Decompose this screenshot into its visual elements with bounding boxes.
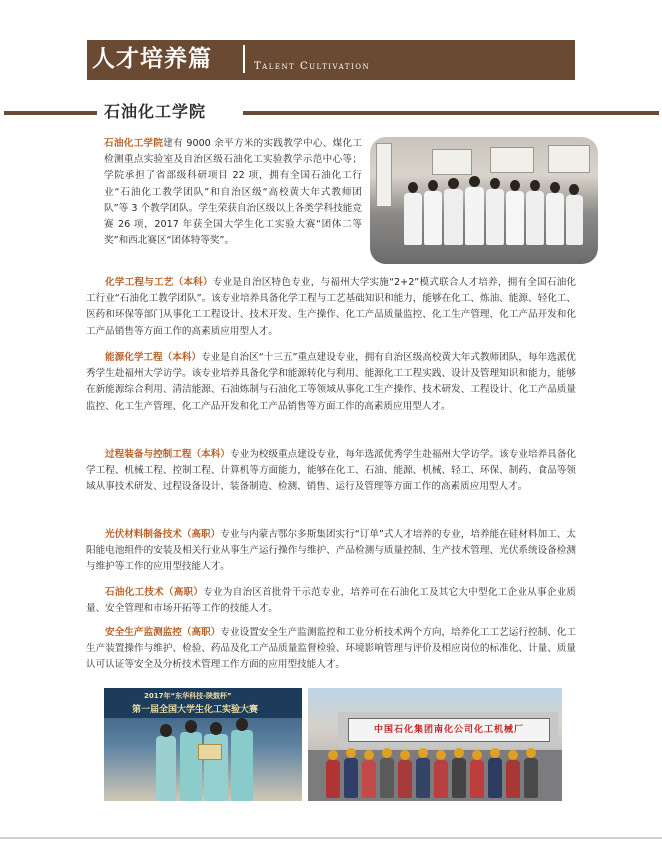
program-name: 安全生产监测监控（高职） — [105, 627, 221, 638]
program-name: 石油化工技术（高职） — [105, 587, 204, 598]
award-certificate — [198, 744, 222, 760]
footer-line — [0, 837, 662, 839]
person — [424, 191, 442, 245]
person — [566, 195, 583, 245]
hard-hat — [346, 748, 356, 758]
person — [380, 758, 394, 798]
program-paragraph — [86, 625, 576, 674]
hard-hat — [490, 748, 500, 758]
person — [416, 758, 430, 798]
hard-hat — [364, 750, 374, 760]
faculty-group-photo — [370, 137, 598, 264]
head — [550, 182, 560, 193]
program-paragraph — [86, 275, 576, 340]
program-paragraph — [86, 527, 576, 576]
program-text: 专业与内蒙古鄂尔多斯集团实行“订单”式人才培养的专业，培养能在硅材料加工、太阳能电池组件的安装及相关行业从事生产运行操作与维护、产品检测与质量控制、生产技术管理、光伏系统设备检测与维护等工作的应用型技能人才。 — [86, 529, 576, 573]
person — [546, 193, 564, 245]
wall-plaque — [548, 145, 590, 173]
plant-sign: 中国石化集团南化公司化工机械厂 — [348, 718, 550, 742]
section-title: 石油化工学院 — [104, 102, 207, 121]
competition-banner-main: 第一届全国大学生化工实验大赛 — [132, 705, 259, 715]
person — [452, 758, 466, 798]
head — [236, 718, 248, 731]
page-title: 人才培养篇 — [92, 46, 212, 72]
hard-hat — [382, 748, 392, 758]
hard-hat — [436, 750, 446, 760]
hard-hat — [418, 748, 428, 758]
program-paragraph — [86, 447, 576, 496]
hard-hat — [472, 750, 482, 760]
program-name: 能源化学工程（本科） — [105, 352, 202, 363]
program-name: 过程装备与控制工程（本科） — [105, 449, 230, 460]
head — [210, 722, 222, 735]
program-name: 化学工程与工艺（本科） — [105, 277, 213, 288]
person — [506, 760, 520, 798]
intro-paragraph — [104, 136, 362, 249]
person — [344, 758, 358, 798]
competition-award-photo — [104, 688, 302, 801]
competition-banner-top: 2017年“东华科技-陕鼓杯” — [144, 692, 232, 700]
person — [326, 760, 340, 798]
person — [524, 758, 538, 798]
person — [488, 758, 502, 798]
program-name: 光伏材料制备技术（高职） — [105, 529, 221, 540]
person — [470, 760, 484, 798]
program-text: 专业是自治区“十三五”重点建设专业，拥有自治区级高校黄大年式教师团队，每年选派优秀学生赴福州大学访学。该专业培养具备化学和能源转化与利用、能源化工工程实践、设计及管理知识和能力，能够在新能源综合利用、清洁能源、石油炼制与石油化工等领域从事化工生产操作、技术研发、工程设计、化工产品质量监控、化工生产管理、化工产品开发和化工产品销售等方面工作的高素质应用型人才。 — [86, 352, 576, 412]
person — [486, 189, 504, 245]
head — [569, 184, 579, 195]
head — [510, 180, 520, 191]
head — [469, 176, 480, 187]
person — [156, 736, 176, 801]
hard-hat — [526, 748, 536, 758]
program-paragraph — [86, 350, 576, 415]
head — [530, 180, 540, 191]
person — [465, 187, 484, 245]
person — [398, 760, 412, 798]
head — [408, 182, 418, 193]
hard-hat — [508, 750, 518, 760]
header-divider — [243, 45, 245, 73]
program-paragraph — [86, 585, 576, 617]
person — [404, 193, 422, 245]
hard-hat — [400, 750, 410, 760]
person — [231, 730, 253, 801]
wall-plaque — [376, 143, 392, 207]
program-text: 专业为自治区首批骨干示范专业，培养可在石油化工及其它大中型化工企业从事企业质量、安全管理和市场开拓等工作的技能人才。 — [86, 587, 576, 615]
head — [448, 178, 459, 189]
program-text: 专业设置安全生产监测监控和工业分析技术两个方向，培养化工工艺运行控制、化工生产装置操作与维护、检验、药品及化工产品质量监督检验、环境影响管理与评价及相应岗位的标准化、计量、质量认可认证等安全及分析技术管理工作方面的应用型技能人才。 — [86, 627, 577, 671]
hard-hat — [454, 748, 464, 758]
intro-text: 建有 9000 余平方米的实践教学中心、煤化工检测重点实验室及自治区级石油化工实验教学示范中心等；学院承担了省部级科研项目 22 项，拥有全国石油化工行业“石油化工教学团队”和自治区级“高校黄大年式教师团队”等 3 个教学团队。学生荣获自治区级以上各类学科技能竞赛 26 项，2017 年获全国大学生化工实验大赛“团体二等奖”和西北赛区“团体特等奖”。 — [104, 138, 363, 247]
wall-plaque — [432, 149, 472, 175]
page-subtitle: Talent Cultivation — [254, 61, 371, 72]
person — [506, 191, 524, 245]
hard-hat — [328, 750, 338, 760]
person — [526, 191, 544, 245]
plant-visit-photo — [308, 688, 562, 801]
head — [160, 724, 172, 737]
person — [444, 189, 463, 245]
wall-plaque — [490, 147, 534, 173]
program-text: 专业为校级重点建设专业，每年选派优秀学生赴福州大学访学。该专业培养具备化学工程、机械工程、控制工程、计算机等方面能力，能够在化工、石油、能源、机械、轻工、环保、制药、食品等领域从事技术研发、过程设备设计、装备制造、检测、销售、运行及管理等方面工作的高素质应用型人才。 — [86, 449, 577, 493]
intro-name: 石油化工学院 — [104, 138, 164, 149]
person — [434, 760, 448, 798]
person — [180, 732, 202, 801]
head — [185, 720, 197, 733]
head — [490, 178, 500, 189]
program-text: 专业是自治区特色专业，与福州大学实施“2+2”模式联合人才培养，拥有全国石油化工行业“石油化工教学团队”。该专业培养具备化学工程与工艺基础知识和能力，能够在化工、炼油、能源、轻化工、医药和环保等部门从事化工工程设计、技术开发、生产操作、化工产品质量监控、化工生产管理、化工产品开发和化工产品销售等方面工作的高素质应用型人才。 — [86, 277, 577, 337]
head — [428, 180, 438, 191]
person — [362, 760, 376, 798]
